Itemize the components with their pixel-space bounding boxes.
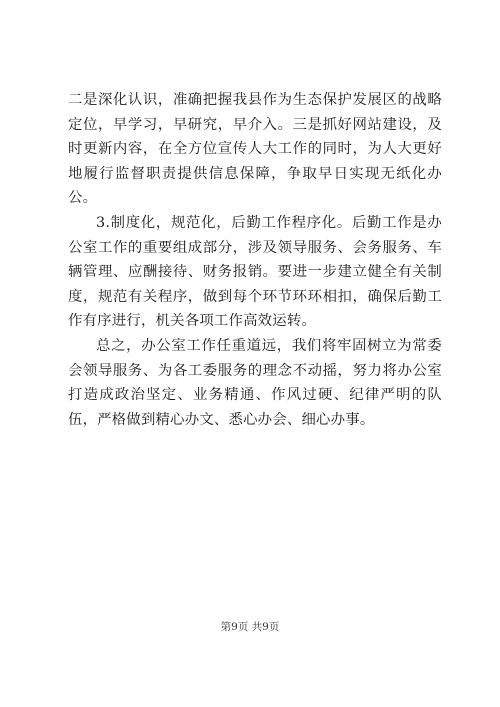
paragraph-3: 总之，办公室工作任重道远，我们将牢固树立为常委会领导服务、为各工委服务的理念不动摇，努力将办公室打造成政治坚定、业务精通、作风过硬、纪律严明的队伍，严格做到精心办文、悉心办会、细心办事。	[68, 337, 442, 428]
paragraph-1: 二是深化认识，准确把握我县作为生态保护发展区的战略定位，早学习，早研究，早介入。三是抓好网站建设，及时更新内容，在全方位宣传人大工作的同时，为人大更好地履行监督职责提供信息保障，争取早日实现无纸化办公。	[68, 92, 442, 207]
page-number-footer: 第9页 共9页	[220, 621, 280, 633]
paragraph-2: 3.制度化，规范化，后勤工作程序化。后勤工作是办公室工作的重要组成部分，涉及领导服务、会务服务、车辆管理、应酬接待、财务报销。要进一步建立健全有关制度，规范有关程序，做到每个环节环环相扣，确保后勤工作有序进行，机关各项工作高效运转。	[68, 214, 442, 330]
document-body	[68, 88, 442, 432]
